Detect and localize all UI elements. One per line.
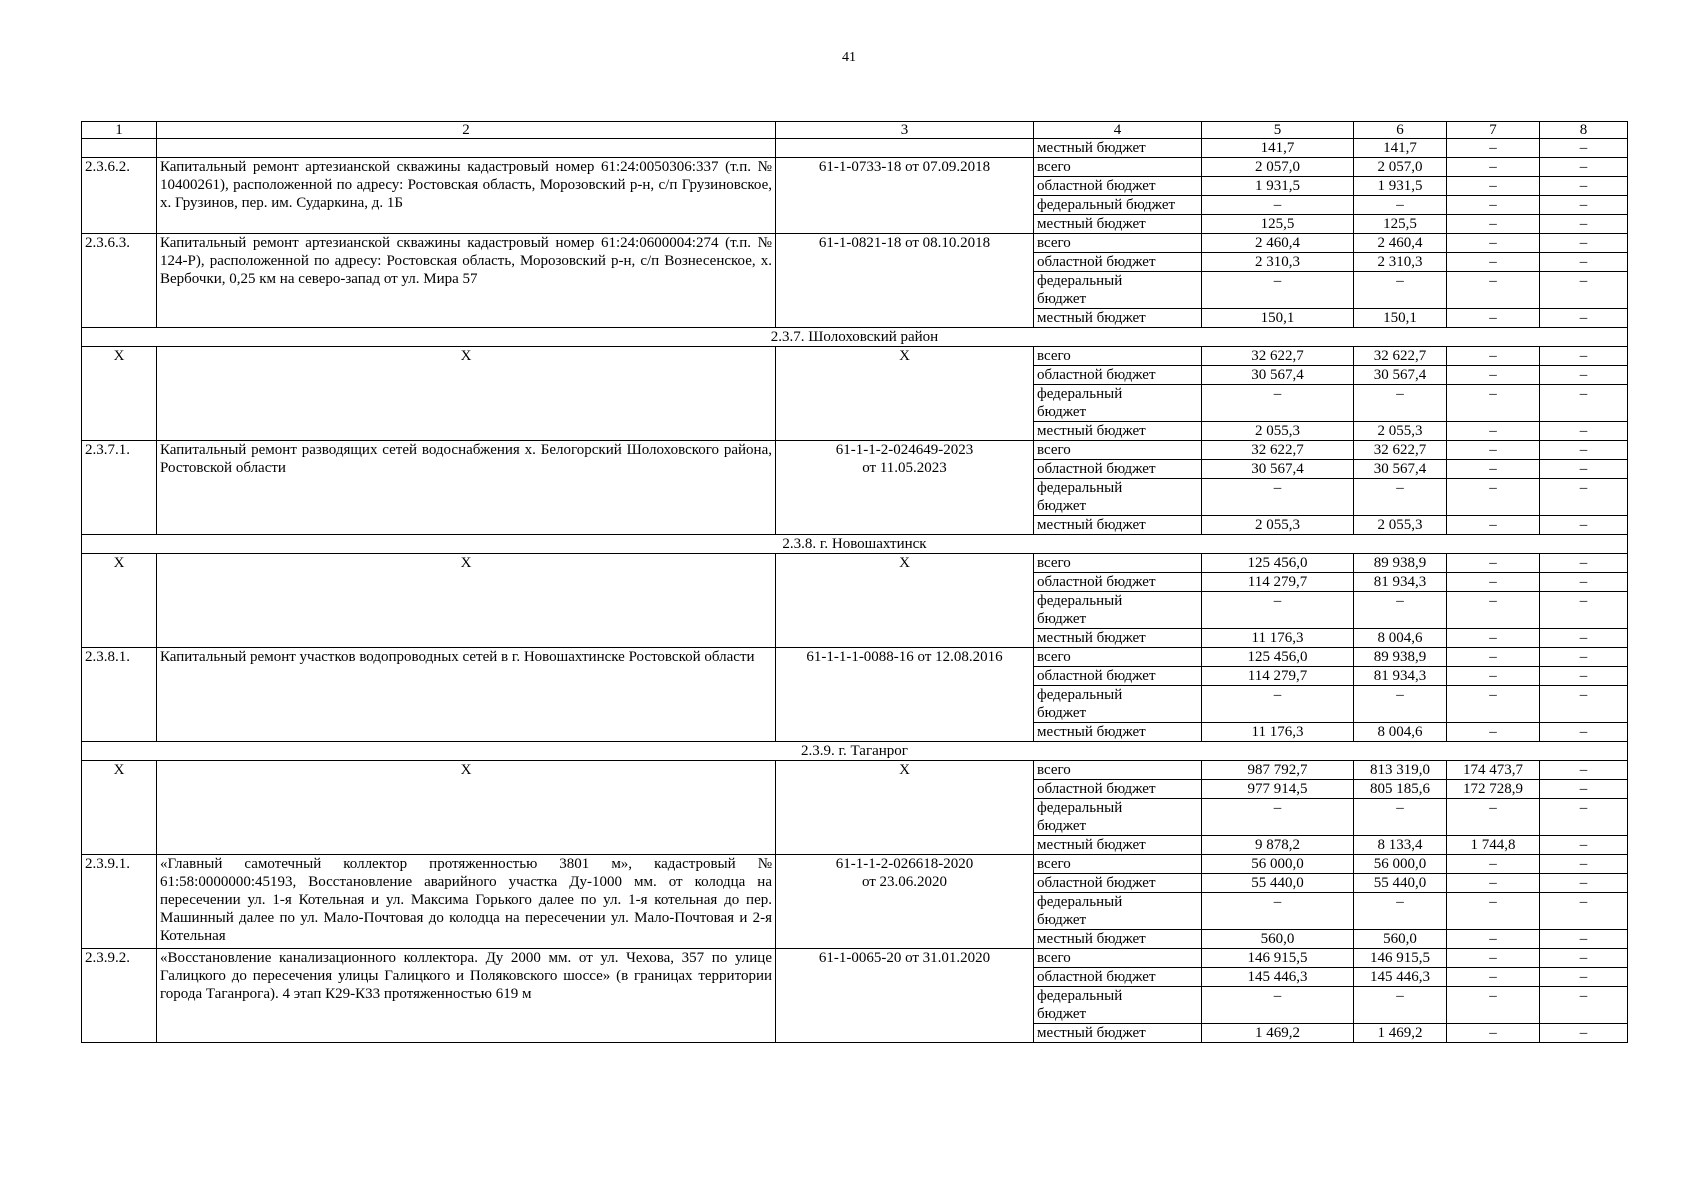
value-cell: 145 446,3 xyxy=(1354,968,1447,987)
dash-cell: – xyxy=(1202,479,1354,516)
dash-cell: – xyxy=(1540,272,1628,309)
federal-budget-label: федеральный бюджет xyxy=(1034,799,1202,836)
dash-cell: – xyxy=(1447,516,1540,535)
dash-cell: – xyxy=(1540,667,1628,686)
dash-cell: – xyxy=(1354,799,1447,836)
x-marker: Х xyxy=(82,761,157,855)
regional-budget-label: областной бюджет xyxy=(1034,968,1202,987)
value-cell: 114 279,7 xyxy=(1202,573,1354,592)
dash-cell: – xyxy=(1540,366,1628,385)
value-cell: 55 440,0 xyxy=(1202,874,1354,893)
x-marker: Х xyxy=(82,554,157,648)
section-title: 2.3.9. г. Таганрог xyxy=(82,742,1628,761)
dash-cell: – xyxy=(1540,158,1628,177)
value-cell: 813 319,0 xyxy=(1354,761,1447,780)
dash-cell: – xyxy=(1447,253,1540,272)
value-cell: 2 310,3 xyxy=(1354,253,1447,272)
dash-cell: – xyxy=(1540,987,1628,1024)
dash-cell: – xyxy=(1540,253,1628,272)
dash-cell: – xyxy=(1447,309,1540,328)
federal-budget-label: федеральный бюджет xyxy=(1034,479,1202,516)
regional-budget-label: областной бюджет xyxy=(1034,780,1202,799)
value-cell: 174 473,7 xyxy=(1447,761,1540,780)
local-budget-label: местный бюджет xyxy=(1034,1024,1202,1043)
regional-budget-label: областной бюджет xyxy=(1034,667,1202,686)
dash-cell: – xyxy=(1447,573,1540,592)
item-number: 2.3.8.1. xyxy=(82,648,157,742)
dash-cell: – xyxy=(1540,309,1628,328)
item-code: 61-1-1-2-024649-2023 от 11.05.2023 xyxy=(776,441,1034,535)
dash-cell: – xyxy=(1447,272,1540,309)
value-cell: 560,0 xyxy=(1202,930,1354,949)
empty-cell xyxy=(157,139,776,158)
value-cell: 2 055,3 xyxy=(1354,516,1447,535)
value-cell: 30 567,4 xyxy=(1354,460,1447,479)
total-label: всего xyxy=(1034,648,1202,667)
table-row xyxy=(82,234,1628,253)
value-cell: 805 185,6 xyxy=(1354,780,1447,799)
value-cell: 2 460,4 xyxy=(1202,234,1354,253)
dash-cell: – xyxy=(1202,987,1354,1024)
dash-cell: – xyxy=(1447,893,1540,930)
dash-cell: – xyxy=(1354,479,1447,516)
federal-budget-label: федеральный бюджет xyxy=(1034,592,1202,629)
value-cell: 146 915,5 xyxy=(1354,949,1447,968)
value-cell: 125 456,0 xyxy=(1202,648,1354,667)
value-cell: 172 728,9 xyxy=(1447,780,1540,799)
x-marker: Х xyxy=(776,761,1034,855)
dash-cell: – xyxy=(1540,893,1628,930)
value-cell: 32 622,7 xyxy=(1354,347,1447,366)
dash-cell: – xyxy=(1447,855,1540,874)
value-cell: 89 938,9 xyxy=(1354,554,1447,573)
item-code: 61-1-0065-20 от 31.01.2020 xyxy=(776,949,1034,1043)
dash-cell: – xyxy=(1540,799,1628,836)
dash-cell: – xyxy=(1447,949,1540,968)
header-cell: 6 xyxy=(1354,122,1447,139)
dash-cell: – xyxy=(1540,761,1628,780)
financing-table xyxy=(81,121,1628,1043)
dash-cell: – xyxy=(1202,196,1354,215)
dash-cell: – xyxy=(1202,799,1354,836)
dash-cell: – xyxy=(1540,234,1628,253)
dash-cell: – xyxy=(1540,441,1628,460)
item-number: 2.3.9.2. xyxy=(82,949,157,1043)
dash-cell: – xyxy=(1202,686,1354,723)
item-code: 61-1-0821-18 от 08.10.2018 xyxy=(776,234,1034,328)
value-cell: 2 055,3 xyxy=(1202,516,1354,535)
value-cell: 1 931,5 xyxy=(1354,177,1447,196)
value-cell: 9 878,2 xyxy=(1202,836,1354,855)
local-budget-label: местный бюджет xyxy=(1034,836,1202,855)
dash-cell: – xyxy=(1354,272,1447,309)
table-row xyxy=(82,441,1628,460)
table-row xyxy=(82,139,1628,158)
dash-cell: – xyxy=(1540,177,1628,196)
value-cell: 987 792,7 xyxy=(1202,761,1354,780)
dash-cell: – xyxy=(1447,196,1540,215)
total-label: всего xyxy=(1034,554,1202,573)
dash-cell: – xyxy=(1447,723,1540,742)
dash-cell: – xyxy=(1354,592,1447,629)
value-cell: 32 622,7 xyxy=(1202,347,1354,366)
value-cell: 11 176,3 xyxy=(1202,629,1354,648)
dash-cell: – xyxy=(1202,592,1354,629)
section-title: 2.3.7. Шолоховский район xyxy=(82,328,1628,347)
dash-cell: – xyxy=(1540,629,1628,648)
total-label: всего xyxy=(1034,761,1202,780)
dash-cell: – xyxy=(1447,347,1540,366)
dash-cell: – xyxy=(1540,968,1628,987)
item-name: «Восстановление канализационного коллектора. Ду 2000 мм. от ул. Чехова, 357 по улице Галицкого до пересечения улицы Галицкого и Поляковского шоссе» (в границах территории города Таганрога). 4 этап К29-К33 протяженностью 619 м xyxy=(157,949,776,1043)
dash-cell: – xyxy=(1354,385,1447,422)
federal-budget-label: федеральный бюджет xyxy=(1034,196,1202,215)
regional-budget-label: областной бюджет xyxy=(1034,177,1202,196)
x-marker: Х xyxy=(776,554,1034,648)
value-cell: 81 934,3 xyxy=(1354,573,1447,592)
value-cell: 1 931,5 xyxy=(1202,177,1354,196)
dash-cell: – xyxy=(1540,723,1628,742)
dash-cell: – xyxy=(1540,347,1628,366)
value-cell: 141,7 xyxy=(1354,139,1447,158)
local-budget-label: местный бюджет xyxy=(1034,723,1202,742)
value-cell: 89 938,9 xyxy=(1354,648,1447,667)
dash-cell: – xyxy=(1202,893,1354,930)
local-budget-label: местный бюджет xyxy=(1034,139,1202,158)
item-name: Капитальный ремонт артезианской скважины кадастровый номер 61:24:0050306:337 (т.п. № 10400261), расположенной по адресу: Ростовская область, Морозовский р-н, с/п Грузиновское, х. Грузинов, пер. им. Сударкина, д. 1Б xyxy=(157,158,776,234)
item-number: 2.3.6.2. xyxy=(82,158,157,234)
federal-budget-label: федеральный бюджет xyxy=(1034,385,1202,422)
value-cell: 150,1 xyxy=(1354,309,1447,328)
table-header-row xyxy=(82,122,1628,139)
dash-cell: – xyxy=(1540,385,1628,422)
value-cell: 125,5 xyxy=(1202,215,1354,234)
dash-cell: – xyxy=(1540,949,1628,968)
local-budget-label: местный бюджет xyxy=(1034,629,1202,648)
item-name: «Главный самотечный коллектор протяженностью 3801 м», кадастровый № 61:58:0000000:45193, Восстановление аварийного участка Ду-1000 мм. от колодца на пересечении ул. 1-я Котельная и ул. Максима Горького далее по ул. 1-я котельная до пер. Машинный далее по ул. Мало-Почтовая до колодца на пересечении ул. Мало-Почтовая и 2-я Котельная xyxy=(157,855,776,949)
total-label: всего xyxy=(1034,158,1202,177)
table-row xyxy=(82,855,1628,874)
value-cell: 1 469,2 xyxy=(1354,1024,1447,1043)
dash-cell: – xyxy=(1447,177,1540,196)
dash-cell: – xyxy=(1540,686,1628,723)
value-cell: 30 567,4 xyxy=(1354,366,1447,385)
regional-budget-label: областной бюджет xyxy=(1034,460,1202,479)
local-budget-label: местный бюджет xyxy=(1034,422,1202,441)
dash-cell: – xyxy=(1540,592,1628,629)
dash-cell: – xyxy=(1540,422,1628,441)
value-cell: 1 469,2 xyxy=(1202,1024,1354,1043)
section-row xyxy=(82,742,1628,761)
header-cell: 8 xyxy=(1540,122,1628,139)
dash-cell: – xyxy=(1540,836,1628,855)
dash-cell: – xyxy=(1540,196,1628,215)
dash-cell: – xyxy=(1540,874,1628,893)
value-cell: 2 310,3 xyxy=(1202,253,1354,272)
dash-cell: – xyxy=(1447,1024,1540,1043)
value-cell: 8 004,6 xyxy=(1354,723,1447,742)
dash-cell: – xyxy=(1447,385,1540,422)
x-marker: Х xyxy=(157,761,776,855)
dash-cell: – xyxy=(1540,554,1628,573)
dash-cell: – xyxy=(1447,441,1540,460)
dash-cell: – xyxy=(1447,629,1540,648)
total-label: всего xyxy=(1034,949,1202,968)
dash-cell: – xyxy=(1447,479,1540,516)
regional-budget-label: областной бюджет xyxy=(1034,366,1202,385)
dash-cell: – xyxy=(1540,780,1628,799)
table-row xyxy=(82,554,1628,573)
value-cell: 11 176,3 xyxy=(1202,723,1354,742)
local-budget-label: местный бюджет xyxy=(1034,930,1202,949)
dash-cell: – xyxy=(1540,855,1628,874)
table-row xyxy=(82,949,1628,968)
local-budget-label: местный бюджет xyxy=(1034,309,1202,328)
dash-cell: – xyxy=(1447,422,1540,441)
regional-budget-label: областной бюджет xyxy=(1034,874,1202,893)
dash-cell: – xyxy=(1447,930,1540,949)
table-row xyxy=(82,761,1628,780)
dash-cell: – xyxy=(1540,139,1628,158)
value-cell: 32 622,7 xyxy=(1202,441,1354,460)
dash-cell: – xyxy=(1540,479,1628,516)
table-row xyxy=(82,158,1628,177)
table-row xyxy=(82,347,1628,366)
table-row xyxy=(82,648,1628,667)
x-marker: Х xyxy=(157,347,776,441)
value-cell: 30 567,4 xyxy=(1202,460,1354,479)
item-code: 61-1-1-1-0088-16 от 12.08.2016 xyxy=(776,648,1034,742)
header-cell: 5 xyxy=(1202,122,1354,139)
dash-cell: – xyxy=(1447,686,1540,723)
dash-cell: – xyxy=(1447,648,1540,667)
header-cell: 3 xyxy=(776,122,1034,139)
dash-cell: – xyxy=(1540,460,1628,479)
dash-cell: – xyxy=(1447,366,1540,385)
item-number: 2.3.9.1. xyxy=(82,855,157,949)
empty-cell xyxy=(776,139,1034,158)
header-cell: 4 xyxy=(1034,122,1202,139)
value-cell: 55 440,0 xyxy=(1354,874,1447,893)
dash-cell: – xyxy=(1447,139,1540,158)
dash-cell: – xyxy=(1447,215,1540,234)
total-label: всего xyxy=(1034,347,1202,366)
total-label: всего xyxy=(1034,234,1202,253)
dash-cell: – xyxy=(1540,215,1628,234)
item-code: 61-1-1-2-026618-2020 от 23.06.2020 xyxy=(776,855,1034,949)
dash-cell: – xyxy=(1447,987,1540,1024)
header-cell: 2 xyxy=(157,122,776,139)
federal-budget-label: федеральный бюджет xyxy=(1034,686,1202,723)
item-name: Капитальный ремонт артезианской скважины кадастровый номер 61:24:0600004:274 (т.п. № 124-Р), расположенной по адресу: Ростовская область, Морозовский р-н, с/п Вознесенское, х. Вербочки, 0,25 км на северо-запад от ул. Мира 57 xyxy=(157,234,776,328)
dash-cell: – xyxy=(1447,968,1540,987)
value-cell: 81 934,3 xyxy=(1354,667,1447,686)
item-number: 2.3.7.1. xyxy=(82,441,157,535)
value-cell: 1 744,8 xyxy=(1447,836,1540,855)
value-cell: 32 622,7 xyxy=(1354,441,1447,460)
value-cell: 56 000,0 xyxy=(1202,855,1354,874)
value-cell: 125,5 xyxy=(1354,215,1447,234)
empty-cell xyxy=(82,139,157,158)
section-row xyxy=(82,328,1628,347)
value-cell: 125 456,0 xyxy=(1202,554,1354,573)
value-cell: 2 055,3 xyxy=(1354,422,1447,441)
total-label: всего xyxy=(1034,441,1202,460)
value-cell: 30 567,4 xyxy=(1202,366,1354,385)
dash-cell: – xyxy=(1447,592,1540,629)
local-budget-label: местный бюджет xyxy=(1034,516,1202,535)
regional-budget-label: областной бюджет xyxy=(1034,253,1202,272)
dash-cell: – xyxy=(1540,573,1628,592)
dash-cell: – xyxy=(1540,516,1628,535)
value-cell: 2 055,3 xyxy=(1202,422,1354,441)
federal-budget-label: федеральный бюджет xyxy=(1034,272,1202,309)
federal-budget-label: федеральный бюджет xyxy=(1034,893,1202,930)
dash-cell: – xyxy=(1354,893,1447,930)
value-cell: 141,7 xyxy=(1202,139,1354,158)
dash-cell: – xyxy=(1447,158,1540,177)
dash-cell: – xyxy=(1354,987,1447,1024)
value-cell: 2 057,0 xyxy=(1202,158,1354,177)
value-cell: 56 000,0 xyxy=(1354,855,1447,874)
item-name: Капитальный ремонт участков водопроводных сетей в г. Новошахтинске Ростовской области xyxy=(157,648,776,742)
value-cell: 2 460,4 xyxy=(1354,234,1447,253)
total-label: всего xyxy=(1034,855,1202,874)
dash-cell: – xyxy=(1447,799,1540,836)
regional-budget-label: областной бюджет xyxy=(1034,573,1202,592)
federal-budget-label: федеральный бюджет xyxy=(1034,987,1202,1024)
dash-cell: – xyxy=(1447,554,1540,573)
value-cell: 2 057,0 xyxy=(1354,158,1447,177)
x-marker: Х xyxy=(776,347,1034,441)
value-cell: 146 915,5 xyxy=(1202,949,1354,968)
value-cell: 8 004,6 xyxy=(1354,629,1447,648)
dash-cell: – xyxy=(1540,648,1628,667)
dash-cell: – xyxy=(1447,460,1540,479)
section-row xyxy=(82,535,1628,554)
dash-cell: – xyxy=(1447,874,1540,893)
x-marker: Х xyxy=(157,554,776,648)
dash-cell: – xyxy=(1540,1024,1628,1043)
value-cell: 145 446,3 xyxy=(1202,968,1354,987)
dash-cell: – xyxy=(1540,930,1628,949)
page-number: 41 xyxy=(842,50,856,65)
value-cell: 977 914,5 xyxy=(1202,780,1354,799)
dash-cell: – xyxy=(1202,272,1354,309)
dash-cell: – xyxy=(1447,667,1540,686)
local-budget-label: местный бюджет xyxy=(1034,215,1202,234)
dash-cell: – xyxy=(1354,686,1447,723)
x-marker: Х xyxy=(82,347,157,441)
header-cell: 1 xyxy=(82,122,157,139)
header-cell: 7 xyxy=(1447,122,1540,139)
dash-cell: – xyxy=(1202,385,1354,422)
item-code: 61-1-0733-18 от 07.09.2018 xyxy=(776,158,1034,234)
value-cell: 114 279,7 xyxy=(1202,667,1354,686)
item-name: Капитальный ремонт разводящих сетей водоснабжения х. Белогорский Шолоховского района, Ростовской области xyxy=(157,441,776,535)
item-number: 2.3.6.3. xyxy=(82,234,157,328)
value-cell: 8 133,4 xyxy=(1354,836,1447,855)
dash-cell: – xyxy=(1447,234,1540,253)
value-cell: 560,0 xyxy=(1354,930,1447,949)
section-title: 2.3.8. г. Новошахтинск xyxy=(82,535,1628,554)
value-cell: 150,1 xyxy=(1202,309,1354,328)
dash-cell: – xyxy=(1354,196,1447,215)
